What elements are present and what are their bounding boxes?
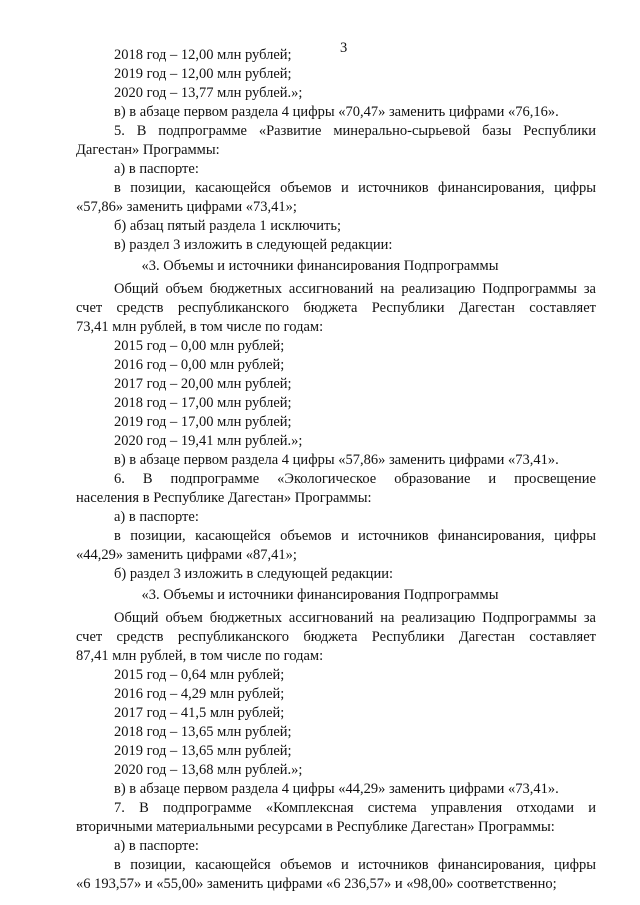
text-line: счет средств республиканского бюджета Республики Дагестан составляет — [76, 629, 596, 645]
section-heading: «3. Объемы и источники финансирования Подпрограммы — [141, 258, 499, 274]
text-line: 2019 год – 13,65 млн рублей; — [114, 743, 292, 759]
text-line: населения в Республике Дагестан» Программы: — [76, 490, 372, 506]
text-line: 2016 год – 0,00 млн рублей; — [114, 357, 285, 373]
text-line: а) в паспорте: — [114, 838, 199, 854]
text-line: 2019 год – 17,00 млн рублей; — [114, 414, 292, 430]
text-line: 2020 год – 13,77 млн рублей.»; — [114, 85, 303, 101]
text-line: «44,29» заменить цифрами «87,41»; — [76, 547, 297, 563]
text-line: 2015 год – 0,00 млн рублей; — [114, 338, 285, 354]
text-line: Дагестан» Программы: — [76, 142, 220, 158]
text-line: 2018 год – 17,00 млн рублей; — [114, 395, 292, 411]
text-line: Общий объем бюджетных ассигнований на реализацию Подпрограммы за — [114, 610, 596, 626]
text-line: в) в абзаце первом раздела 4 цифры «44,29» заменить цифрами «73,41». — [114, 781, 559, 797]
text-line: а) в паспорте: — [114, 161, 199, 177]
text-line: вторичными материальными ресурсами в Республике Дагестан» Программы: — [76, 819, 555, 835]
text-line: 2019 год – 12,00 млн рублей; — [114, 66, 292, 82]
text-line: 7. В подпрограмме «Комплексная система управления отходами и — [114, 800, 596, 816]
text-line: «6 193,57» и «55,00» заменить цифрами «6 236,57» и «98,00» соответственно; — [76, 876, 557, 892]
text-line: 2018 год – 12,00 млн рублей; — [114, 47, 292, 63]
text-line: 2015 год – 0,64 млн рублей; — [114, 667, 285, 683]
text-line: в) в абзаце первом раздела 4 цифры «70,47» заменить цифрами «76,16». — [114, 104, 559, 120]
text-line: а) в паспорте: — [114, 509, 199, 525]
text-line: б) раздел 3 изложить в следующей редакции: — [114, 566, 393, 582]
text-line: в позиции, касающейся объемов и источников финансирования, цифры — [114, 180, 596, 196]
text-line: 2017 год – 41,5 млн рублей; — [114, 705, 285, 721]
section-heading: «3. Объемы и источники финансирования Подпрограммы — [141, 587, 499, 603]
text-line: 2020 год – 13,68 млн рублей.»; — [114, 762, 303, 778]
text-line: в) в абзаце первом раздела 4 цифры «57,86» заменить цифрами «73,41». — [114, 452, 559, 468]
text-line: в) раздел 3 изложить в следующей редакции: — [114, 237, 393, 253]
text-line: счет средств республиканского бюджета Республики Дагестан составляет — [76, 300, 596, 316]
text-line: 87,41 млн рублей, в том числе по годам: — [76, 648, 324, 664]
text-line: «57,86» заменить цифрами «73,41»; — [76, 199, 297, 215]
text-line: 2016 год – 4,29 млн рублей; — [114, 686, 285, 702]
text-line: 2017 год – 20,00 млн рублей; — [114, 376, 292, 392]
text-line: б) абзац пятый раздела 1 исключить; — [114, 218, 342, 234]
text-line: 2020 год – 19,41 млн рублей.»; — [114, 433, 303, 449]
text-line: Общий объем бюджетных ассигнований на реализацию Подпрограммы за — [114, 281, 596, 297]
text-line: 73,41 млн рублей, в том числе по годам: — [76, 319, 324, 335]
text-line: 2018 год – 13,65 млн рублей; — [114, 724, 292, 740]
text-line: в позиции, касающейся объемов и источников финансирования, цифры — [114, 528, 596, 544]
text-line: 5. В подпрограмме «Развитие минерально-сырьевой базы Республики — [114, 123, 596, 139]
text-line: 6. В подпрограмме «Экологическое образование и просвещение — [114, 471, 596, 487]
page-number: 3 — [340, 40, 348, 56]
text-line: в позиции, касающейся объемов и источников финансирования, цифры — [114, 857, 596, 873]
